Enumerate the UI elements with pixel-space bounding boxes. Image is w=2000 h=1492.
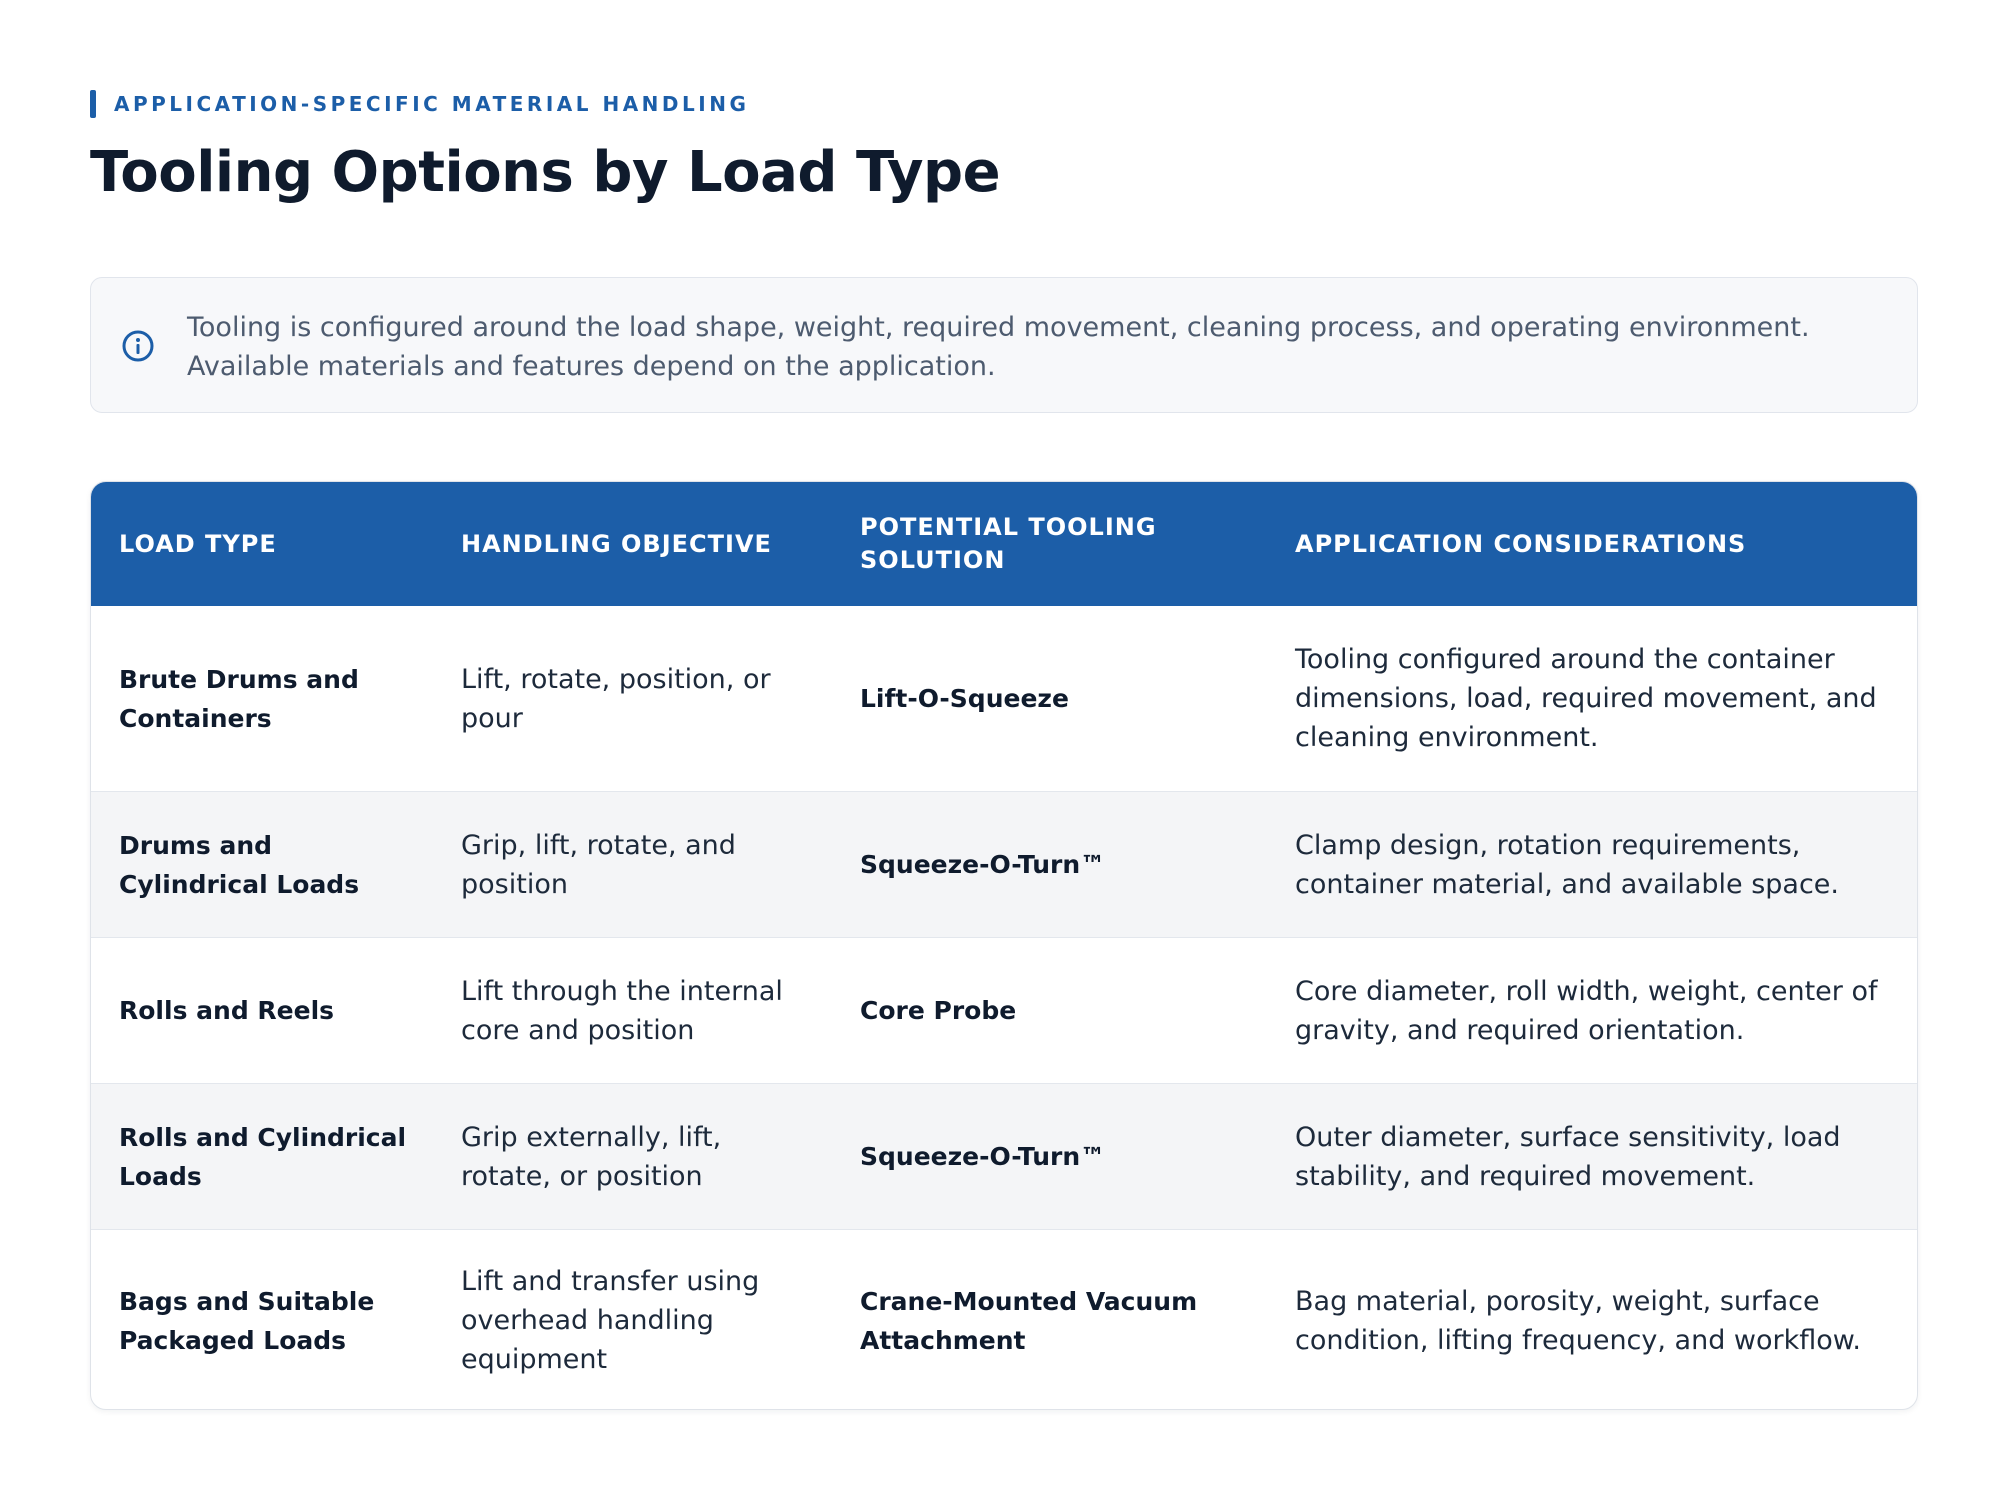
table-header [91, 482, 1917, 606]
load-type-cell: Bags and Suitable Packaged Loads [119, 1286, 375, 1355]
considerations-cell: Core diameter, roll width, weight, center of gravity, and required orientation. [1295, 975, 1878, 1046]
eyebrow [90, 90, 749, 118]
table-body [91, 606, 1917, 1410]
solution-cell: Squeeze-O-Turn™ [860, 1142, 1106, 1171]
objective-cell: Lift and transfer using overhead handling equipment [461, 1266, 760, 1375]
table-row [91, 1229, 1917, 1410]
column-header-considerations: APPLICATION CONSIDERATIONS [1295, 529, 1747, 558]
considerations-cell: Bag material, porosity, weight, surface condition, lifting frequency, and workflow. [1295, 1285, 1861, 1356]
table-row [91, 791, 1917, 937]
considerations-cell: Clamp design, rotation requirements, container material, and available space. [1295, 829, 1839, 900]
considerations-cell: Tooling configured around the container dimensions, load, required movement, and cleaning environment. [1295, 644, 1877, 753]
page-title: Tooling Options by Load Type [90, 140, 1001, 205]
tooling-table [90, 481, 1918, 1410]
objective-cell: Grip externally, lift, rotate, or position [461, 1121, 722, 1192]
table-row [91, 1083, 1917, 1229]
load-type-cell: Rolls and Reels [119, 996, 335, 1025]
solution-cell: Crane-Mounted Vacuum Attachment [860, 1286, 1198, 1355]
load-type-cell: Rolls and Cylindrical Loads [119, 1122, 407, 1191]
solution-cell: Squeeze-O-Turn™ [860, 850, 1106, 879]
eyebrow-accent-bar [90, 90, 96, 118]
solution-cell: Core Probe [860, 996, 1017, 1025]
considerations-cell: Outer diameter, surface sensitivity, load stability, and required movement. [1295, 1121, 1841, 1192]
info-notice [90, 277, 1918, 413]
table-row [91, 937, 1917, 1083]
eyebrow-label: APPLICATION-SPECIFIC MATERIAL HANDLING [114, 92, 750, 116]
notice-text: Tooling is configured around the load shape, weight, required movement, cleaning process, and operating environment. Available materials and features depend on the application. [187, 312, 1810, 382]
load-type-cell: Drums and Cylindrical Loads [119, 830, 360, 899]
column-header-load-type: LOAD TYPE [119, 529, 277, 558]
load-type-cell: Brute Drums and Containers [119, 664, 359, 733]
solution-cell: Lift-O-Squeeze [860, 684, 1069, 713]
column-header-tooling-solution: POTENTIAL TOOLING SOLUTION [860, 513, 1157, 574]
info-circle-icon [121, 329, 155, 363]
column-header-handling-objective: HANDLING OBJECTIVE [461, 529, 772, 558]
objective-cell: Grip, lift, rotate, and position [461, 829, 736, 900]
objective-cell: Lift through the internal core and position [461, 975, 783, 1046]
objective-cell: Lift, rotate, position, or pour [461, 663, 771, 734]
table-row [91, 606, 1917, 791]
